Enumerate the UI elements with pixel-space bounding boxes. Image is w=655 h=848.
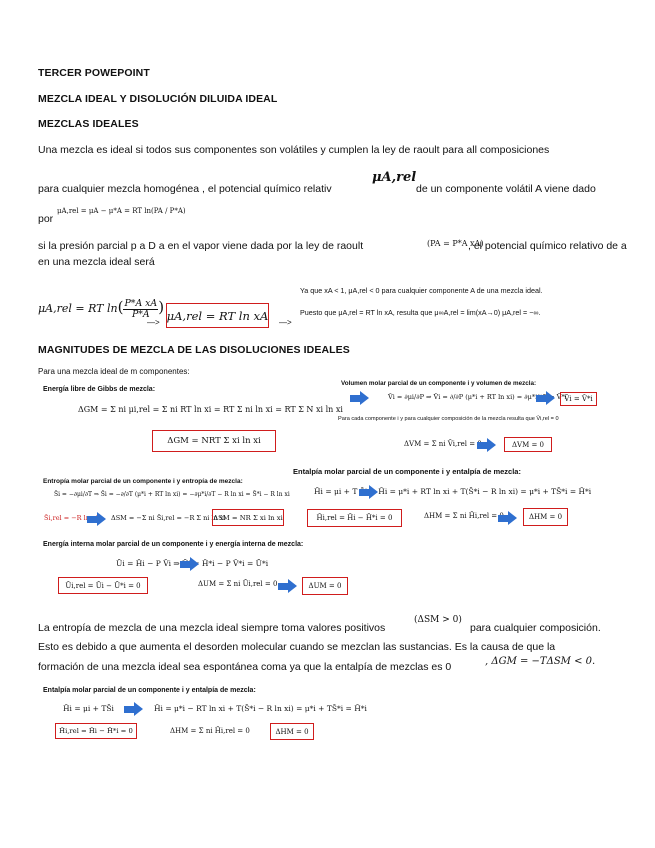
derivation-arrow-1: —> <box>147 318 160 327</box>
entropy-equation: S̄i = −∂μi/∂T ⇒ S̄i = −∂/∂T (μ*i + RT ln xi) = −∂μ*i/∂T − R ln xi = S̄*i − R ln xi <box>54 491 290 498</box>
intro-line-5: en una mezcla ideal será <box>38 256 155 268</box>
intro-line-4-pre: si la presión parcial p a D a en el vapor viene dada por la ley de raoult <box>38 240 364 252</box>
intro-line-2-post: de un componente volátil A viene dado <box>416 183 596 195</box>
entropy-rel: S̄i,rel = −R ln xi <box>44 514 98 522</box>
internal-energy-title: Energía interna molar parcial de un componente i y energía interna de mezcla: <box>43 541 304 548</box>
enthalpy-rel-box: H̄i,rel = H̄i − H̄*i = 0 <box>307 509 402 527</box>
gibbs-box: ΔGM = NRT Σ xi ln xi <box>152 430 276 452</box>
enthalpy2-sum: ΔHM = Σ ni H̄i,rel = 0 <box>170 727 250 735</box>
internal-energy-equation: Ūi = H̄i − P V̄i ⇒ Ūi = H̄*i − P V̄*i = Ū*i <box>116 559 269 568</box>
formula-por: μA,rel = μA − μ*A = RT ln(PA / P*A) <box>57 207 186 215</box>
enthalpy2-equation-1: H̄i = μi + TS̄i <box>63 704 114 713</box>
fraction-denominator: P*A <box>131 308 150 320</box>
volume-equation: V̄i = ∂μi/∂P ⇒ V̄i = ∂/∂P (μ*i + RT ln xi) = ∂μ*i/∂P = V̄*i <box>388 393 567 401</box>
enthalpy-title: Entalpía molar parcial de un componente i y entalpía de mezcla: <box>293 467 521 476</box>
intro-line-2 <box>38 183 332 195</box>
volume-title: Volumen molar parcial de un componente i y volumen de mezcla: <box>341 380 537 387</box>
mu-a-rel-symbol: μA,rel <box>372 170 417 185</box>
entropy-title: Entropía molar parcial de un componente i y entropía de mezcla: <box>43 478 243 485</box>
entropy-sum: ΔSM = −Σ ni S̄i,rel = −R Σ ni ln xi <box>111 514 226 522</box>
derivation-lhs-text: μA,rel = RT ln <box>38 302 118 315</box>
magnitudes-intro: Para una mezcla ideal de m componentes: <box>38 367 190 376</box>
enthalpy2-equation-2: H̄i = μ*i − RT ln xi + T(S̄*i − R ln xi) = μ*i + TS̄*i = H̄*i <box>154 704 367 713</box>
conclusion-line-3-pre: formación de una mezcla ideal sea espontánea coma ya que la entalpía de mezclas es 0 <box>38 661 452 673</box>
conclusion-line-2: Esto es debido a que aumenta el desorden molecular cuando se mezclan las sustancias. Es la causa de que la <box>38 641 556 653</box>
intro-line-4-post: , el potencial químico relativo de a <box>468 240 627 252</box>
internal-energy-box: ΔUM = 0 <box>302 577 348 595</box>
raoult-law: (PA = P*A xA) <box>427 239 484 248</box>
heading-mezclas-ideales: MEZCLAS IDEALES <box>38 118 139 130</box>
note-limit: Puesto que μA,rel = RT ln xA, resulta que μ∞A,rel = lim(xA→0) μA,rel = −∞. <box>300 308 541 317</box>
volume-box: V̄i = V̄*i <box>560 392 597 406</box>
enthalpy2-rel-box: H̄i,rel = H̄i − H̄*i = 0 <box>55 723 137 739</box>
delta-s-positive: (ΔSM > 0) <box>414 615 462 625</box>
delta-v-box: ΔVM = 0 <box>504 437 552 452</box>
gibbs-equation: ΔGM = Σ ni μi,rel = Σ ni RT ln xi = RT Σ ni ln xi = RT Σ N xi ln xi <box>78 405 343 414</box>
derivation-arrow-2: —> <box>279 318 292 327</box>
gibbs-title: Energía libre de Gibbs de mezcla: <box>43 386 156 393</box>
enthalpy-sum: ΔHM = Σ ni H̄i,rel = 0 <box>424 512 504 520</box>
heading-magnitudes: MAGNITUDES DE MEZCLA DE LAS DISOLUCIONES IDEALES <box>38 344 350 356</box>
conclusion-line-1-post: para cualquier composición. <box>470 622 601 634</box>
derivation-lhs: μA,rel = RT ln( $\frac{\text{P*A xA}}{P*A}$ ) <box>38 297 165 320</box>
derivation-fraction <box>123 299 158 320</box>
enthalpy-equation: H̄i = μi + T S̄i ⇒ H̄i = μ*i + RT ln xi + T(S̄*i − R ln xi) = μ*i + TS̄*i = H̄*i <box>314 487 592 496</box>
intro-por: por <box>38 213 54 225</box>
delta-v-sum: ΔVM = Σ ni V̄i,rel = 0 <box>404 440 482 448</box>
enthalpy2-box: ΔHM = 0 <box>270 723 314 740</box>
intro-line-1: Una mezcla es ideal si todos sus componentes son volátiles y cumplen la ley de raoult para all composiciones <box>38 144 550 156</box>
internal-energy-sum: ΔUM = Σ ni Ūi,rel = 0 <box>198 580 278 588</box>
heading-mezcla-ideal: MEZCLA IDEAL Y DISOLUCIÓN DILUIDA IDEAL <box>38 93 278 105</box>
mu-rel-result-box: μA,rel = RT ln xA <box>166 303 269 328</box>
note-negative-mu: Ya que xA < 1, μA,rel < 0 para cualquier componente A de una mezcla ideal. <box>300 286 543 295</box>
conclusion-line-1-pre: La entropía de mezcla de una mezcla ideal siempre toma valores positivos <box>38 622 386 634</box>
fraction-numerator: P*A xA <box>124 297 158 309</box>
internal-energy-rel-box: Ūi,rel = Ūi − Ū*i = 0 <box>58 577 148 594</box>
enthalpy-box: ΔHM = 0 <box>523 508 568 526</box>
volume-note: Para cada componente i y para cualquier composición de la mezcla resulta que V̄i,rel = 0 <box>338 416 559 422</box>
delta-g-equation: , ΔGM = −TΔSM < 0. <box>485 656 596 667</box>
intro-line-2-pre: para cualquier mezcla homogénea , el potencial químico relativ <box>38 183 332 195</box>
enthalpy2-title: Entalpía molar parcial de un componente i y entalpía de mezcla: <box>43 687 256 694</box>
document-title: TERCER POWEPOINT <box>38 67 150 79</box>
entropy-box: ΔSM = NR Σ xi ln xi <box>212 509 284 526</box>
